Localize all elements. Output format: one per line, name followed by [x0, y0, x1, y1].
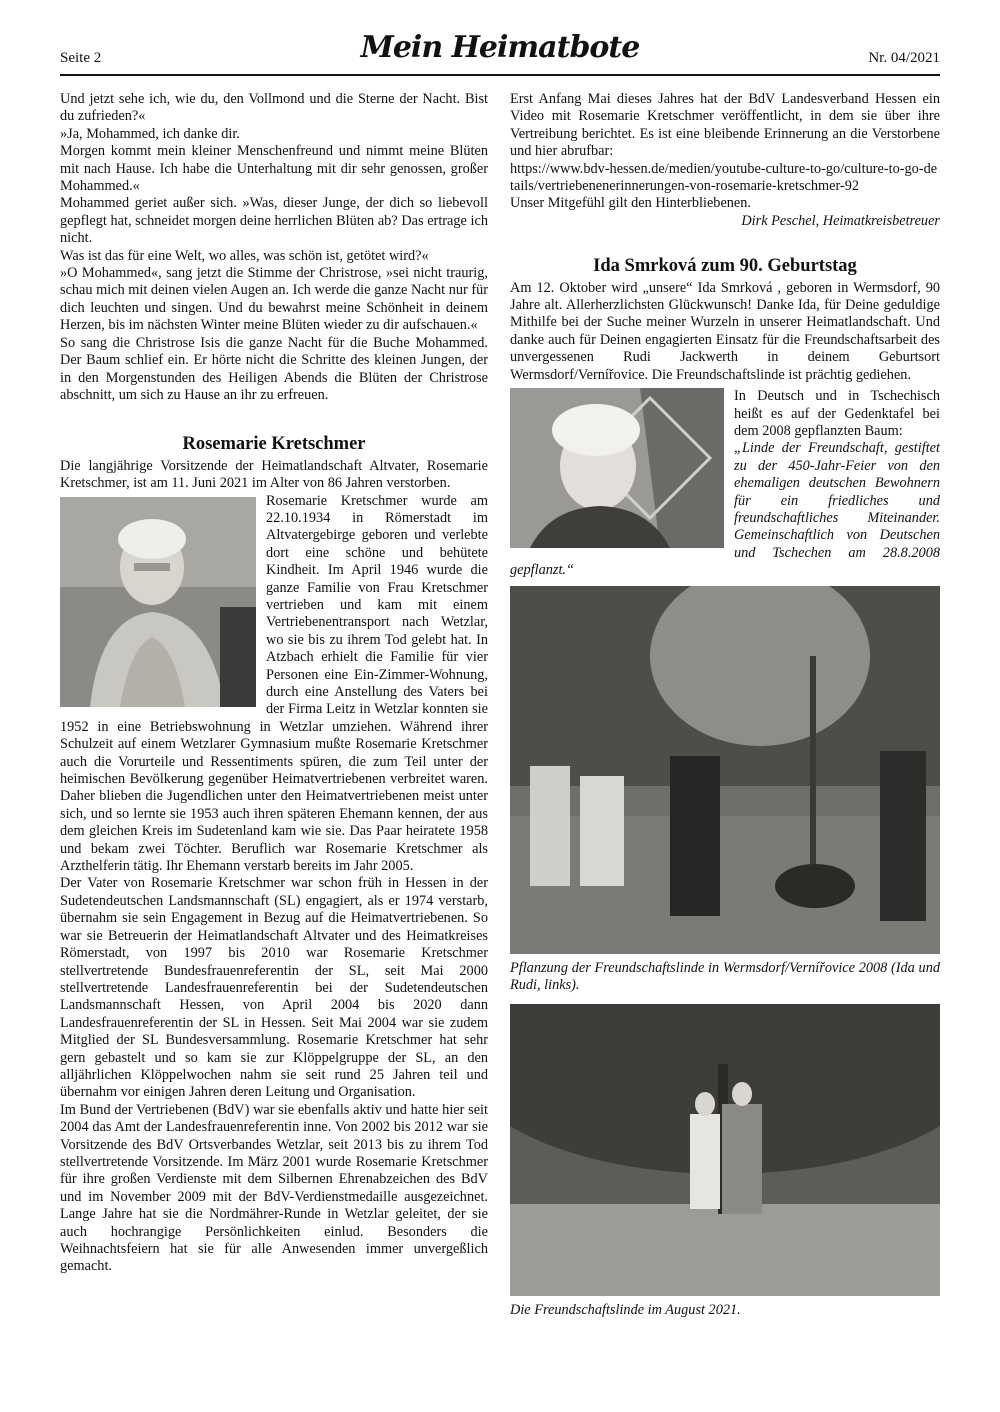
- masthead-title: Mein Heimatbote: [360, 30, 640, 65]
- story-paragraph: Mohammed geriet außer sich. »Was, dieser Junge, der dich so liebevoll gepflegt hat, schneidet morgen deine herrlichen Blüten ab? Das ertrage ich nicht.: [60, 195, 488, 247]
- article-title-smrkova: Ida Smrková zum 90. Geburtstag: [593, 256, 857, 277]
- story-paragraph: Morgen kommt mein kleiner Menschenfreund und nimmt meine Blüten mit nach Hause. Ich habe die Unterhaltung mit dir sehr genossen, großer Mohammed.«: [60, 143, 488, 195]
- issue-number: Nr. 04/2021: [868, 50, 940, 66]
- photo-planting-2008: [510, 586, 940, 954]
- article-body: Rosemarie Kretschmer wurde am 22.10.1934 in Römerstadt im Altvatergebirge geboren und verlebte dort eine schöne und behütete Kindheit. Im April 1946 wurde die ganze Familie von Frau Kretschmer vertrieben und kam mit einem Vertriebenentransport nach Wetzlar, wo sie bis zu ihrem Tod gelebt hat. In Atzbach erhielt die Familie für vier Personen eine Ein-Zimmer-Wohnung, durch eine Anstellung des Vaters bei der Firma Leitz in Wetzlar konnten sie 1952 in eine Betriebswohnung in Wetzlar umziehen. Während ihrer Schulzeit auf einem Wetzlarer Gymnasium mußte Rosemarie Kretschmer auch die Vorurteile und Ressentiments spüren, die zum Teil unter der heimischen Bevölkerung gegenüber Heimatvertriebenen verbreitet waren. Daher blieben die Jugendlichen unter den Heimatvertriebenen meist unter sich, und so lernte sie 1953 auch ihren späteren Ehemann kennen, der aus dem gleichen Kreis im Sudetenland kam wie sie. Das Paar heiratete 1958 und bekam zwei Töchter. Beruflich war Rosemarie Kretschmer als Arzthelferin tätig. Ihr Ehemann verstarb bereits im Jahr 2005.: [60, 492, 488, 875]
- story-paragraph: Und jetzt sehe ich, wie du, den Vollmond und die Sterne der Nacht. Bist du zufrieden?«: [60, 91, 488, 125]
- article-body: Unser Mitgefühl gilt den Hinterbliebenen.: [510, 195, 752, 212]
- header-rule: [60, 74, 940, 76]
- article-title-kretschmer: Rosemarie Kretschmer: [182, 434, 366, 455]
- caption-planting: Pflanzung der Freundschaftslinde in Wermsdorf/Vernířovice 2008 (Ida und Rudi, links).: [510, 959, 940, 993]
- story-paragraph: So sang die Christrose Isis die ganze Nacht für die Buche Mohammed. Der Baum schlief ein. Er hörte nicht die Schritte des kleinen Jungen, der in den Morgenstunden des Heiligen Abends die Blüten der Christrose abschnitt, um sich zu Hause an ihr zu erfreuen.: [60, 334, 488, 403]
- page-number: Seite 2: [60, 50, 102, 66]
- story-paragraph: Was ist das für eine Welt, wo alles, was schön ist, getötet wird?«: [60, 247, 429, 264]
- article-body: Erst Anfang Mai dieses Jahres hat der BdV Landesverband Hessen ein Video mit Rosemarie Kretschmer veröffentlicht, in dem sie über ihre Vertreibung berichtet. Es ist eine bleibende Erinnerung an die Verstorbene und hier abrufbar:: [510, 91, 940, 160]
- signature: Dirk Peschel, Heimatkreisbetreuer: [741, 212, 940, 229]
- right-column: [510, 91, 940, 1320]
- story-paragraph: »O Mohammed«, sang jetzt die Stimme der Christrose, »sei nicht traurig, schau mich mit deinen vielen Augen an. Ich werde die ganze Nacht nur für dich leuchten und singen. Und du bewahrst meine Schönheit in deinem Herzen, bis im nächsten Winter meine Blüten wieder zu dir aufschauen.«: [60, 265, 488, 334]
- portrait-photo-kretschmer: [60, 497, 256, 707]
- left-column: [60, 91, 488, 1276]
- story-paragraph: »Ja, Mohammed, ich danke dir.: [60, 125, 240, 142]
- article-body: Im Bund der Vertriebenen (BdV) war sie ebenfalls aktiv und hatte hier seit 2004 das Amt der Landesfrauenreferentin inne. Von 2002 bis 2012 war sie Vorsitzende des BdV Ortsverbandes Wetzlar, seit 2013 bis zu ihrem Tod stellvertretende Vorsitzende. Im März 2001 wurde Rosemarie Kretschmer für ihre großen Verdienste mit dem Silbernen Ehrenabzeichen des BdV und im November 2009 mit der BdV-Verdienstmedaille ausgezeichnet. Lange Jahre hat sie die Nordmährer-Runde in Wetzlar geleitet, der sie auch hochrangige Persönlichkeiten einlud. Besonders die Weihnachtsfeiern hat sie für alle Anwesenden immer unvergeßlich gemacht.: [60, 1101, 488, 1275]
- article-body: Am 12. Oktober wird „unsere“ Ida Smrková , geboren in Wermsdorf, 90 Jahre alt. Allerherzlichsten Glückwunsch! Danke Ida, für Deine geduldige Mithilfe bei der Suche meiner Wurzeln in unserer Heimatlandschaft. Und danke auch für Deinen engagierten Einsatz für die Freundschaftsarbeit des unvergessenen Rudi Jackwerth in deinem Geburtsort Wermsdorf/Vernířovice. Die Freundschaftslinde ist prächtig gediehen.: [510, 279, 940, 383]
- plaque-quote: „Linde der Freundschaft, gestiftet zu der 450-Jahr-Feier von den ehemaligen deutschen Bewohnern für ein friedliches und freundschaftliches Miteinander. Gemeinschaftlich von Deutschen und Tschechen am 28.8.2008 gepflanzt.“: [510, 440, 940, 579]
- plaque-intro: In Deutsch und in Tschechisch heißt es auf der Gedenktafel bei dem 2008 gepflanzten Baum:: [734, 388, 940, 439]
- portrait-photo-smrkova: [510, 388, 724, 548]
- photo-linden-2021: [510, 1004, 940, 1296]
- article-body: Der Vater von Rosemarie Kretschmer war schon früh in Hessen in der Sudetendeutschen Landsmannschaft (SL) engagiert, als er 1974 verstarb, übernahm sie sein Engagement in Bezug auf die Heimatvertriebenen. So war sie Betreuerin der Heimatlandschaft Altvater und des Heimatkreises Römerstadt, von 1997 bis 2010 war Rosemarie Kretschmer stellvertretende Bundesfrauenreferentin der SL, seit Mai 2000 stellvertretende Landesfrauenreferentin bei der Sudetendeutschen Landsmannschaft Hessen, von April 2004 bis 2020 dann Landesfrauenreferentin der SL in Hessen. Seit Mai 2004 war sie zudem Mitglied der SL Bundesversammlung. Rosemarie Kretschmer hat sehr gern gebastelt und so kam sie zur Klöppelgruppe der SL, an den alljährlichen Klöppelwochen nahm sie seit rund 25 Jahren teil und übernahm vor einigen Jahren deren Leitung und Organisation.: [60, 875, 488, 1101]
- video-url: https://www.bdv-hessen.de/medien/youtube-culture-to-go/culture-to-go-details/vertriebenenerinnerungen-von-rosemarie-kretschmer-92: [510, 160, 938, 195]
- article-lead: Die langjährige Vorsitzende der Heimatlandschaft Altvater, Rosemarie Kretschmer, ist am 11. Juni 2021 im Alter von 86 Jahren verstorben.: [60, 457, 488, 492]
- plaque-block: [510, 388, 940, 579]
- caption-linden: Die Freundschaftslinde im August 2021.: [510, 1302, 741, 1319]
